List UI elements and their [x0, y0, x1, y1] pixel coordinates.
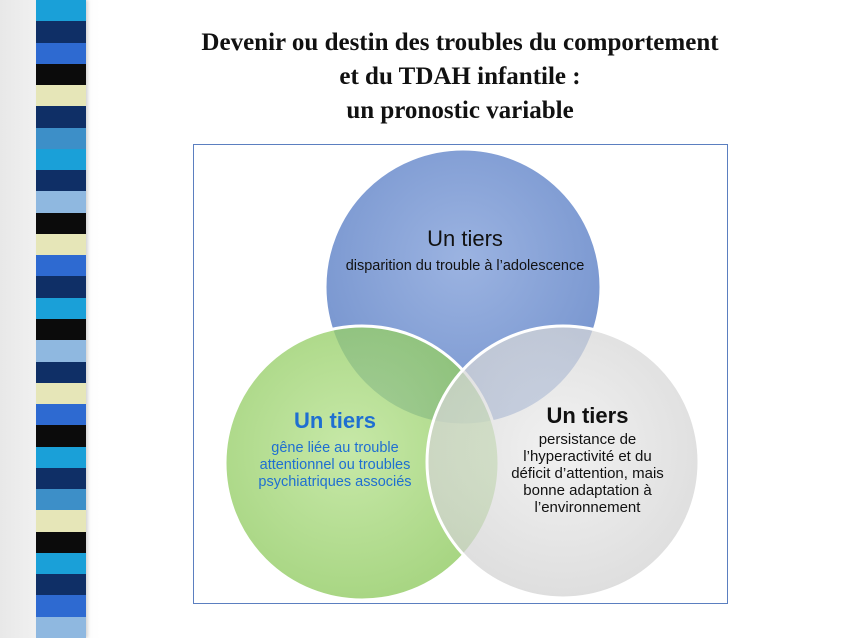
circle-top-heading: Un tiers	[427, 226, 503, 251]
circle-left-text: gêne liée au trouble attentionnel ou troubles psychiatriques associés	[258, 440, 412, 490]
circle-left-label	[240, 408, 430, 491]
circle-top-text: disparition du trouble à l’adolescence	[345, 258, 585, 274]
circle-right-heading: Un tiers	[546, 403, 629, 428]
title-line-2: et du TDAH infantile :	[339, 63, 581, 90]
circle-right-text: persistance de l’hyperactivité et du déficit d’attention, mais bonne adaptation à l’environnement	[511, 431, 664, 516]
circle-left-heading: Un tiers	[294, 408, 376, 433]
title-line-3: un pronostic variable	[346, 97, 574, 124]
circle-top-label	[345, 226, 585, 275]
title-line-1: Devenir ou destin des troubles du comportement	[201, 29, 719, 56]
circle-right-label	[505, 403, 670, 516]
